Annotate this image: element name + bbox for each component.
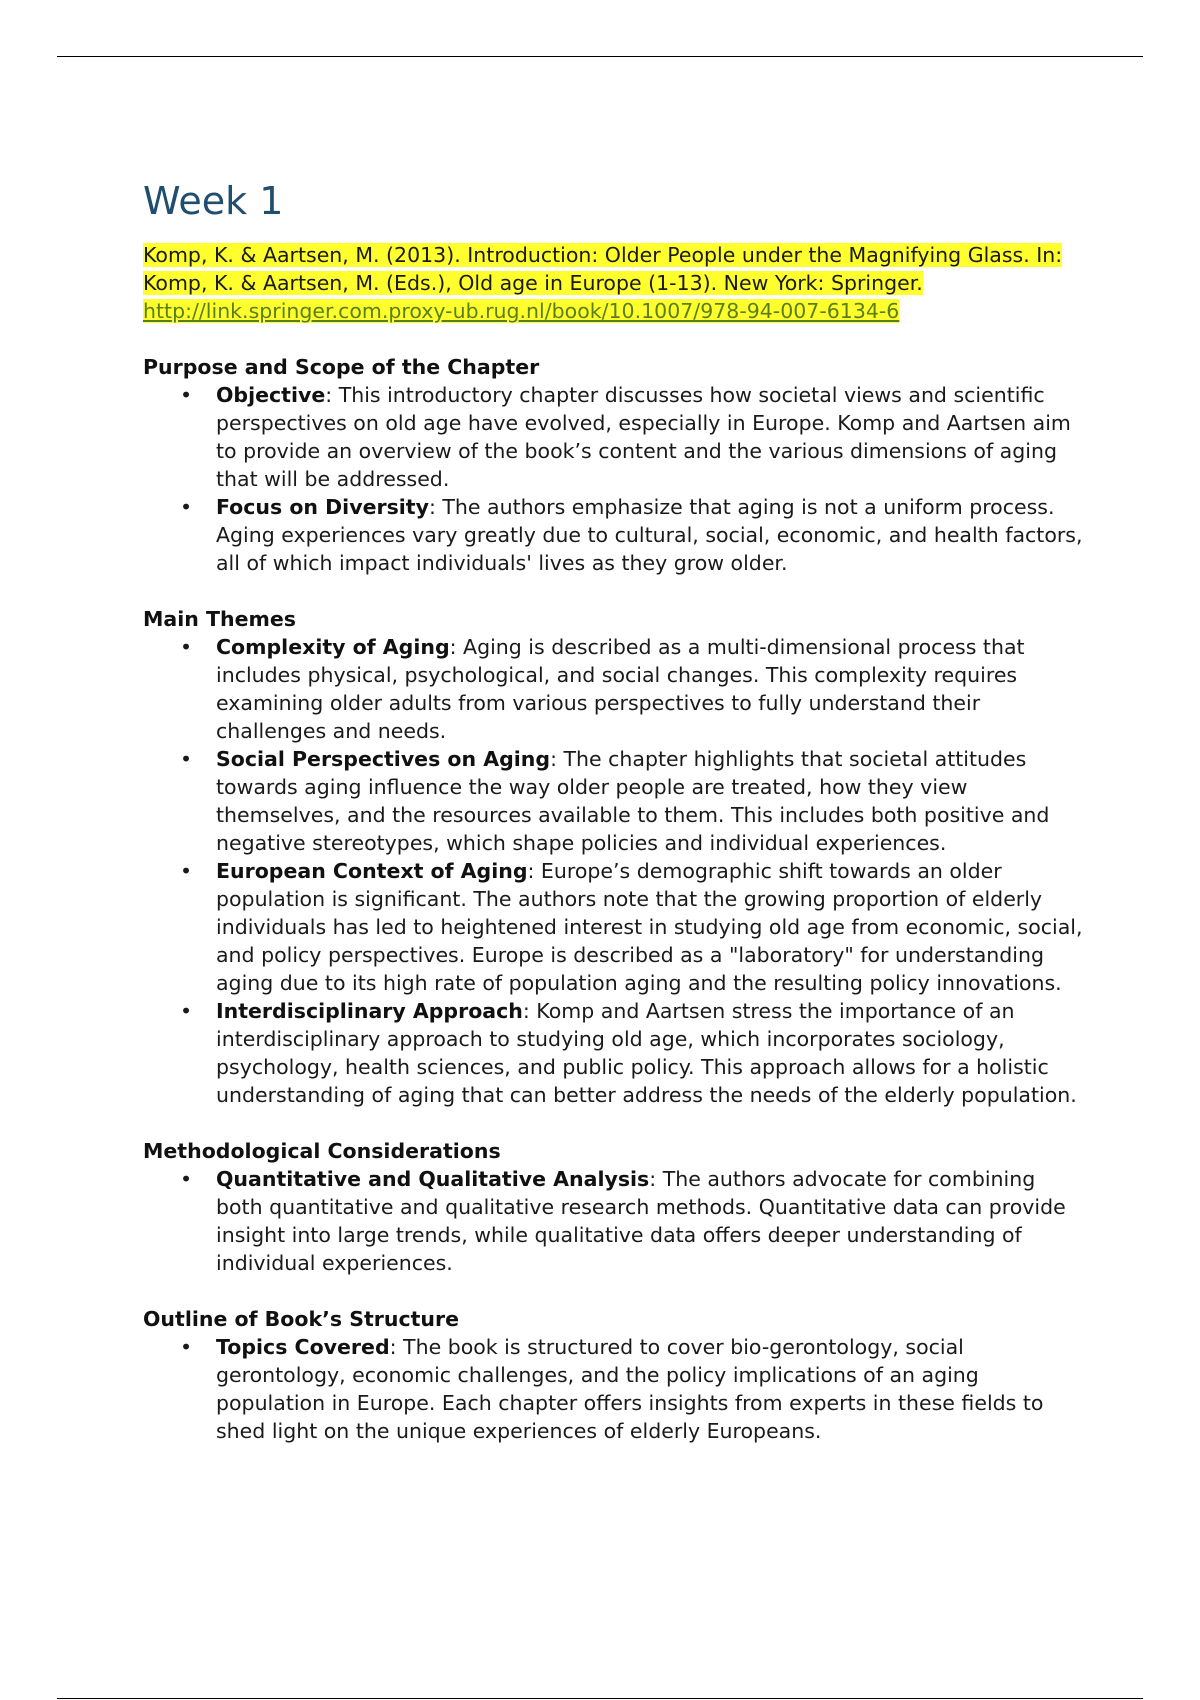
- item-text: : The authors emphasize that aging is not a uniform process. Aging experiences vary greatly due to cultural, social, economic, and health factors, all of which impact individuals' lives as they grow older.: [216, 495, 1083, 575]
- item-text: : Europe’s demographic shift towards an older population is significant. The authors note that the growing proportion of elderly individuals has led to heightened interest in studying old age from economic, social, and policy perspectives. Europe is described as a "laboratory" for understanding aging due to its high rate of population aging and the resulting policy innovations.: [216, 859, 1083, 995]
- footer-rule: [57, 1698, 1143, 1699]
- item-text: : The authors advocate for combining both quantitative and qualitative research methods. Quantitative data can provide insight into large trends, while qualitative data offers deeper understanding of individual experiences.: [216, 1167, 1066, 1275]
- header-rule: [57, 56, 1143, 57]
- list-item: [143, 381, 1083, 493]
- section-title: Outline of Book’s Structure: [143, 1307, 460, 1331]
- section-main-themes: [143, 605, 1083, 1109]
- list-item: [143, 493, 1083, 577]
- item-text: : Aging is described as a multi-dimensional process that includes physical, psychological, and social changes. This complexity requires examining older adults from various perspectives to fully understand their challenges and needs.: [216, 635, 1025, 743]
- item-term: Complexity of Aging: [216, 635, 450, 659]
- bullet-icon: •: [180, 1167, 193, 1191]
- citation: [143, 241, 1083, 325]
- section-title: Main Themes: [143, 607, 296, 631]
- bullet-icon: •: [180, 859, 193, 883]
- section-book-structure: [143, 1305, 1083, 1445]
- section-purpose-scope: [143, 353, 1083, 577]
- citation-link[interactable]: http://link.springer.com.proxy-ub.rug.nl/book/10.1007/978-94-007-6134-6: [143, 299, 900, 323]
- item-term: Objective: [216, 383, 326, 407]
- item-text: : The chapter highlights that societal attitudes towards aging influence the way older people are treated, how they view themselves, and the resources available to them. This includes both positive and negative stereotypes, which shape policies and individual experiences.: [216, 747, 1050, 855]
- section-methodology: [143, 1137, 1083, 1277]
- bullet-icon: •: [180, 747, 193, 771]
- bullet-icon: •: [180, 999, 193, 1023]
- list-item: [143, 857, 1083, 997]
- item-text: : Komp and Aartsen stress the importance of an interdisciplinary approach to studying old age, which incorporates sociology, psychology, health sciences, and public policy. This approach allows for a holistic understanding of aging that can better address the needs of the elderly population.: [216, 999, 1077, 1107]
- item-text: : The book is structured to cover bio-gerontology, social gerontology, economic challenges, and the policy implications of an aging population in Europe. Each chapter offers insights from experts in these fields to shed light on the unique experiences of elderly Europeans.: [216, 1335, 1044, 1443]
- item-text: : This introductory chapter discusses how societal views and scientific perspectives on old age have evolved, especially in Europe. Komp and Aartsen aim to provide an overview of the book’s content and the various dimensions of aging that will be addressed.: [216, 383, 1071, 491]
- item-term: European Context of Aging: [216, 859, 528, 883]
- document-body: [143, 175, 1083, 1445]
- section-title: Purpose and Scope of the Chapter: [143, 355, 540, 379]
- list-item: [143, 1165, 1083, 1277]
- bullet-list: [143, 1333, 1083, 1445]
- list-item: [143, 633, 1083, 745]
- bullet-icon: •: [180, 495, 193, 519]
- item-term: Social Perspectives on Aging: [216, 747, 551, 771]
- bullet-icon: •: [180, 1335, 193, 1359]
- section-title: Methodological Considerations: [143, 1139, 501, 1163]
- bullet-list: [143, 1165, 1083, 1277]
- item-term: Topics Covered: [216, 1335, 390, 1359]
- citation-text: Komp, K. & Aartsen, M. (2013). Introduction: Older People under the Magnifying Glass. In: Komp, K. & Aartsen, M. (Eds.), Old age in Europe (1-13). New York: Springer.: [143, 243, 1063, 295]
- page-title: Week 1: [143, 179, 284, 223]
- bullet-icon: •: [180, 635, 193, 659]
- list-item: [143, 745, 1083, 857]
- list-item: [143, 997, 1083, 1109]
- item-term: Focus on Diversity: [216, 495, 429, 519]
- item-term: Interdisciplinary Approach: [216, 999, 523, 1023]
- bullet-list: [143, 633, 1083, 1109]
- item-term: Quantitative and Qualitative Analysis: [216, 1167, 650, 1191]
- bullet-list: [143, 381, 1083, 577]
- bullet-icon: •: [180, 383, 193, 407]
- list-item: [143, 1333, 1083, 1445]
